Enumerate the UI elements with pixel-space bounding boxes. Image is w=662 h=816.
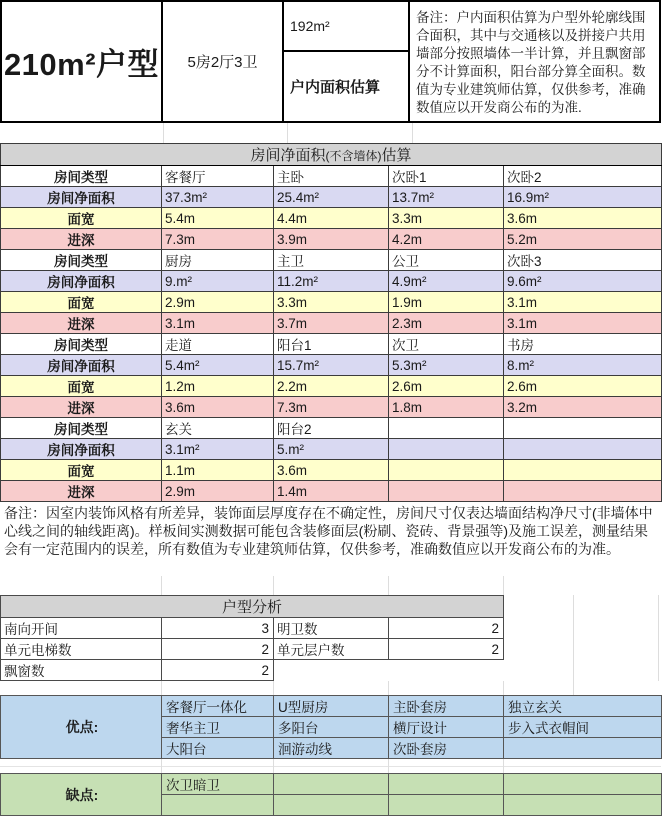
room-type-cell: 主卫: [274, 250, 389, 271]
room-type-cell: 主卧: [274, 166, 389, 187]
room-width-cell: [389, 460, 504, 481]
pros-item: 奢华主卫: [162, 717, 274, 738]
room-area-row: [1, 271, 662, 292]
room-type-cell: 客餐厅: [162, 166, 274, 187]
room-width-cell: 3.1m: [504, 292, 662, 313]
row-label: 房间类型: [1, 166, 162, 187]
room-depth-cell: 7.3m: [274, 397, 389, 418]
room-depth-cell: 7.3m: [162, 229, 274, 250]
room-area-cell: 25.4m²: [274, 187, 389, 208]
row-label: 面宽: [1, 460, 162, 481]
room-width-row: [1, 208, 662, 229]
room-depth-cell: [504, 481, 662, 502]
cons-item: [504, 774, 662, 795]
room-type-cell: [504, 418, 662, 439]
room-area-cell: [504, 439, 662, 460]
analysis-value: 2: [389, 639, 504, 660]
room-depth-row: [1, 313, 662, 334]
analysis-row: [1, 660, 504, 681]
analysis-value: 2: [389, 618, 504, 639]
room-depth-cell: 3.6m: [162, 397, 274, 418]
room-area-cell: 5.3m²: [389, 355, 504, 376]
room-type-cell: 次卧1: [389, 166, 504, 187]
room-area-cell: 4.9m²: [389, 271, 504, 292]
measurement-note: 备注：因室内装饰风格有所差异，装饰面层厚度存在不确定性，房间尺寸仅表达墙面结构净尺寸(非墙体中心线之间的轴线距离)。样板间实测数据可能包含装修面层(粉刷、瓷砖、背景强等)及施工误差，测量结果会有一定范围内的误差，所有数值为专业建筑师估算，仅供参考，准确数值应以开发商公布的为准。: [4, 505, 653, 557]
analysis-table: [0, 595, 504, 681]
area-column: [284, 2, 410, 121]
header-note: 备注：户内面积估算为户型外轮廓线围合面积，其中与交通核以及拼接户共用墙部分按照墙体一半计算，并且飘窗部分不计算面积，阳台部分算全面积。数值为专业建筑师估算，仅供参考，准确数值应以开发商公布的为准.: [416, 10, 646, 115]
row-label: 房间类型: [1, 250, 162, 271]
room-area-cell: 5.m²: [274, 439, 389, 460]
title-paren: (不含墙体): [325, 149, 382, 163]
analysis-value: 2: [162, 660, 274, 681]
room-area-cell: 16.9m²: [504, 187, 662, 208]
room-width-cell: 2.9m: [162, 292, 274, 313]
room-type-cell: 走道: [162, 334, 274, 355]
grid-gap: [0, 123, 661, 143]
room-width-cell: 1.9m: [389, 292, 504, 313]
pros-item: [504, 738, 662, 759]
header: [0, 0, 661, 123]
room-depth-cell: 3.1m: [504, 313, 662, 334]
room-type-cell: 次卫: [389, 334, 504, 355]
cons-row: [1, 774, 662, 795]
analysis-label: 明卫数: [274, 618, 389, 639]
analysis-row: [1, 618, 504, 639]
row-label: 面宽: [1, 292, 162, 313]
pros-item: 大阳台: [162, 738, 274, 759]
room-area-cell: 3.1m²: [162, 439, 274, 460]
room-width-cell: 2.2m: [274, 376, 389, 397]
cons-item: [389, 774, 504, 795]
grid-gap: [0, 681, 661, 695]
room-area-table: [0, 143, 662, 502]
room-width-cell: 2.6m: [389, 376, 504, 397]
row-label: 进深: [1, 229, 162, 250]
room-type-cell: 次卧2: [504, 166, 662, 187]
room-area-cell: 11.2m²: [274, 271, 389, 292]
room-depth-cell: 3.1m: [162, 313, 274, 334]
analysis-title: 户型分析: [1, 596, 504, 618]
pros-item: 洄游动线: [274, 738, 389, 759]
analysis-label: 飘窗数: [1, 660, 162, 681]
cons-item: 次卫暗卫: [162, 774, 274, 795]
pros-item: 客餐厅一体化: [162, 696, 274, 717]
row-label: 面宽: [1, 376, 162, 397]
room-depth-cell: 5.2m: [504, 229, 662, 250]
pros-item: 独立玄关: [504, 696, 662, 717]
room-type-row: [1, 166, 662, 187]
cons-item: [274, 774, 389, 795]
room-depth-cell: [389, 481, 504, 502]
room-width-cell: 5.4m: [162, 208, 274, 229]
room-depth-cell: 3.9m: [274, 229, 389, 250]
pros-item: 次卧套房: [389, 738, 504, 759]
title-suffix: 估算: [381, 147, 412, 164]
room-width-row: [1, 292, 662, 313]
room-type-cell: 厨房: [162, 250, 274, 271]
analysis-label: 南向开间: [1, 618, 162, 639]
room-width-cell: 3.6m: [504, 208, 662, 229]
room-type-cell: 次卧3: [504, 250, 662, 271]
pros-item: U型厨房: [274, 696, 389, 717]
room-area-row: [1, 439, 662, 460]
room-area-cell: 13.7m²: [389, 187, 504, 208]
pros-item: 步入式衣帽间: [504, 717, 662, 738]
cons-item: [274, 795, 389, 816]
room-depth-cell: 2.3m: [389, 313, 504, 334]
pros-label: 优点:: [1, 696, 162, 759]
analysis-title-row: [1, 596, 504, 618]
room-area-cell: 8.m²: [504, 355, 662, 376]
room-depth-cell: 1.4m: [274, 481, 389, 502]
pros-item: 多阳台: [274, 717, 389, 738]
room-area-cell: 15.7m²: [274, 355, 389, 376]
row-label: 房间净面积: [1, 187, 162, 208]
room-type-cell: 阳台2: [274, 418, 389, 439]
room-width-cell: 3.3m: [274, 292, 389, 313]
room-area-row: [1, 355, 662, 376]
row-label: 房间类型: [1, 418, 162, 439]
room-area-cell: 9.m²: [162, 271, 274, 292]
room-depth-row: [1, 481, 662, 502]
unit-area-value: 192m²: [284, 2, 408, 52]
room-width-row: [1, 376, 662, 397]
room-depth-row: [1, 397, 662, 418]
room-area-cell: 9.6m²: [504, 271, 662, 292]
row-label: 进深: [1, 481, 162, 502]
room-width-cell: 3.6m: [274, 460, 389, 481]
cons-item: [162, 795, 274, 816]
room-width-cell: [504, 460, 662, 481]
row-label: 房间净面积: [1, 271, 162, 292]
room-width-cell: 3.3m: [389, 208, 504, 229]
room-width-row: [1, 460, 662, 481]
room-depth-row: [1, 229, 662, 250]
analysis-label: 单元层户数: [274, 639, 389, 660]
room-depth-cell: 1.8m: [389, 397, 504, 418]
room-type-row: [1, 250, 662, 271]
cons-item: [389, 795, 504, 816]
room-type-cell: 公卫: [389, 250, 504, 271]
row-label: 房间类型: [1, 334, 162, 355]
row-label: 房间净面积: [1, 439, 162, 460]
room-width-cell: 2.6m: [504, 376, 662, 397]
cons-label: 缺点:: [1, 774, 162, 816]
room-type-cell: 书房: [504, 334, 662, 355]
pros-row: [1, 696, 662, 717]
room-area-cell: 5.4m²: [162, 355, 274, 376]
room-area-cell: [389, 439, 504, 460]
room-depth-cell: 4.2m: [389, 229, 504, 250]
analysis-section: [0, 595, 661, 681]
room-type-row: [1, 334, 662, 355]
room-table-title-row: [1, 144, 662, 166]
grid-gap: [0, 576, 661, 595]
room-area-cell: 37.3m²: [162, 187, 274, 208]
unit-title: 210m²户型: [2, 2, 163, 121]
analysis-value: [389, 660, 504, 681]
room-width-cell: 4.4m: [274, 208, 389, 229]
row-label: 面宽: [1, 208, 162, 229]
room-depth-cell: 3.7m: [274, 313, 389, 334]
room-table-title: [1, 144, 662, 166]
pros-table: [0, 695, 662, 759]
analysis-row: [1, 639, 504, 660]
cons-item: [504, 795, 662, 816]
pros-item: 横厅设计: [389, 717, 504, 738]
title-main: 房间净面积: [250, 147, 326, 164]
analysis-label: [274, 660, 389, 681]
room-type-cell: 阳台1: [274, 334, 389, 355]
room-area-row: [1, 187, 662, 208]
room-type-row: [1, 418, 662, 439]
analysis-value: 2: [162, 639, 274, 660]
room-width-cell: 1.1m: [162, 460, 274, 481]
row-label: 进深: [1, 313, 162, 334]
row-label: 房间净面积: [1, 355, 162, 376]
pros-item: 主卧套房: [389, 696, 504, 717]
room-type-cell: [389, 418, 504, 439]
row-label: 进深: [1, 397, 162, 418]
room-width-cell: 1.2m: [162, 376, 274, 397]
analysis-label: 单元电梯数: [1, 639, 162, 660]
grid-gap: [0, 759, 661, 773]
analysis-value: 3: [162, 618, 274, 639]
room-depth-cell: 2.9m: [162, 481, 274, 502]
unit-area-label: 户内面积估算: [290, 79, 381, 96]
unit-layout: 5房2厅3卫: [163, 2, 284, 121]
cons-table: [0, 773, 662, 816]
room-type-cell: 玄关: [162, 418, 274, 439]
room-depth-cell: 3.2m: [504, 397, 662, 418]
